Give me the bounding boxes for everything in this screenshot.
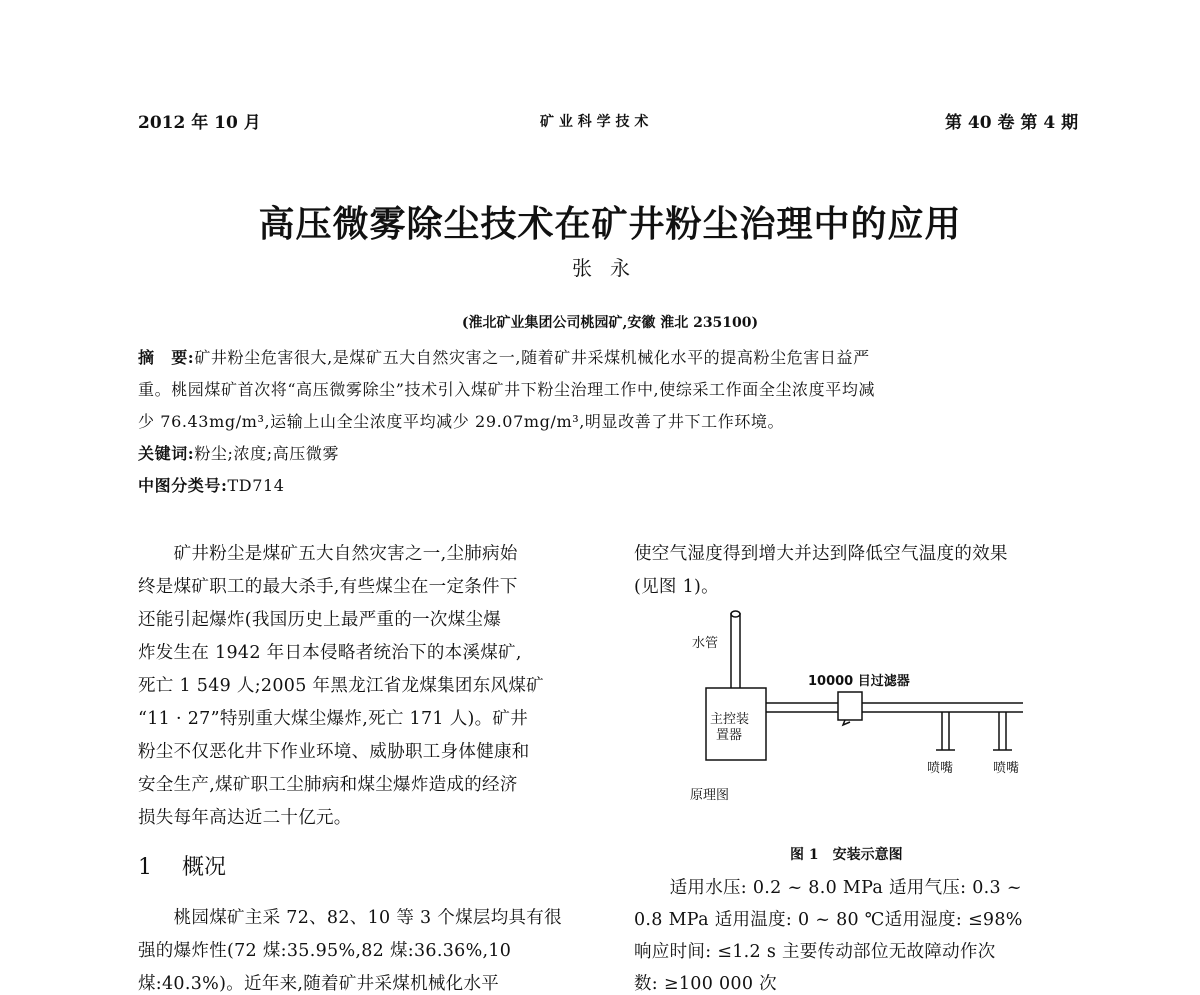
body-text-line: 还能引起爆炸(我国历史上最严重的一次煤尘爆 (138, 610, 502, 630)
body-text-line: 粉尘不仅恶化井下作业环境、威胁职工身体健康和 (138, 742, 530, 762)
main-pipe (862, 703, 1023, 712)
section-title: 概况 (182, 855, 227, 880)
filter-label: 10000 目过滤器 (808, 674, 910, 689)
clc-label: 中图分类号: (138, 476, 228, 495)
abstract-line: 少 76.43mg/m³,运输上山全尘浓度平均减少 29.07mg/m³,明显改善了井下工作环境。 (138, 412, 785, 431)
abstract-label: 摘 要: (138, 348, 195, 367)
spec-text-line: 响应时间: ≤1.2 s 主要传动部位无故障动作次 (634, 942, 996, 962)
header-issue: 第 40 卷 第 4 期 (945, 113, 1079, 133)
paper-title: 高压微雾除尘技术在矿井粉尘治理中的应用 (258, 203, 962, 245)
body-text-line: 损失每年高达近二十亿元。 (138, 808, 352, 828)
filter-box (838, 692, 862, 720)
affiliation: (淮北矿业集团公司桃园矿,安徽 淮北 235100) (461, 315, 759, 331)
pipe-segment (766, 703, 838, 712)
body-text-line: (见图 1)。 (634, 577, 719, 597)
author: 张永 (572, 256, 648, 280)
schematic-label: 原理图 (690, 788, 730, 803)
abstract-text: 矿井粉尘危害很大,是煤矿五大自然灾害之一,随着矿井采煤机械化水平的提高粉尘危害日益严 (194, 348, 870, 367)
body-text-line: 炸发生在 1942 年日本侵略者统治下的本溪煤矿, (138, 643, 522, 663)
keywords-value: 粉尘;浓度;高压微雾 (194, 444, 340, 463)
abstract-line: 重。桃园煤矿首次将“高压微雾除尘”技术引入煤矿井下粉尘治理工作中,使综采工作面全尘浓度平均减 (138, 380, 876, 399)
body-text-line: 强的爆炸性(72 煤:35.95%,82 煤:36.36%,10 (138, 941, 512, 961)
body-text-line: 终是煤矿职工的最大杀手,有些煤尘在一定条件下 (138, 577, 518, 597)
body-text-line: 使空气湿度得到增大并达到降低空气温度的效果 (634, 544, 1008, 564)
body-text-line: 安全生产,煤矿职工尘肺病和煤尘爆炸造成的经济 (138, 775, 518, 795)
water-pipe-label: 水管 (692, 636, 719, 651)
keywords-label: 关键词: (138, 444, 195, 463)
controller-label: 置器 (716, 728, 743, 743)
body-text-line: “11 · 27”特别重大煤尘爆炸,死亡 171 人)。矿井 (138, 709, 529, 729)
body-text-line: 桃园煤矿主采 72、82、10 等 3 个煤层均具有很 (138, 908, 562, 928)
body-text-line: 煤:40.3%)。近年来,随着矿井采煤机械化水平 (138, 974, 500, 994)
spec-text-line: 适用水压: 0.2 ~ 8.0 MPa 适用气压: 0.3 ~ (634, 878, 1022, 898)
header-date: 2012 年 10 月 (138, 113, 261, 133)
body-text-line: 死亡 1 549 人;2005 年黑龙江省龙煤集团东风煤矿 (138, 676, 544, 696)
nozzle-pipe-1 (936, 712, 955, 750)
nozzle-pipe-2 (993, 712, 1012, 750)
nozzle-label: 喷嘴 (993, 761, 1020, 776)
figure-caption: 图 1 安装示意图 (790, 847, 903, 863)
water-pipe (731, 613, 740, 688)
nozzle-label: 喷嘴 (927, 761, 954, 776)
spec-text-line: 数: ≥100 000 次 (634, 974, 777, 994)
section-number: 1 (138, 855, 152, 880)
spec-text-line: 0.8 MPa 适用温度: 0 ~ 80 ℃适用湿度: ≤98% (634, 910, 1023, 930)
controller-label: 主控装 (710, 712, 750, 727)
clc-value: TD714 (227, 476, 285, 495)
body-text-line: 矿井粉尘是煤矿五大自然灾害之一,尘肺病始 (138, 544, 518, 564)
header-journal: 矿 业 科 学 技 术 (540, 114, 649, 130)
